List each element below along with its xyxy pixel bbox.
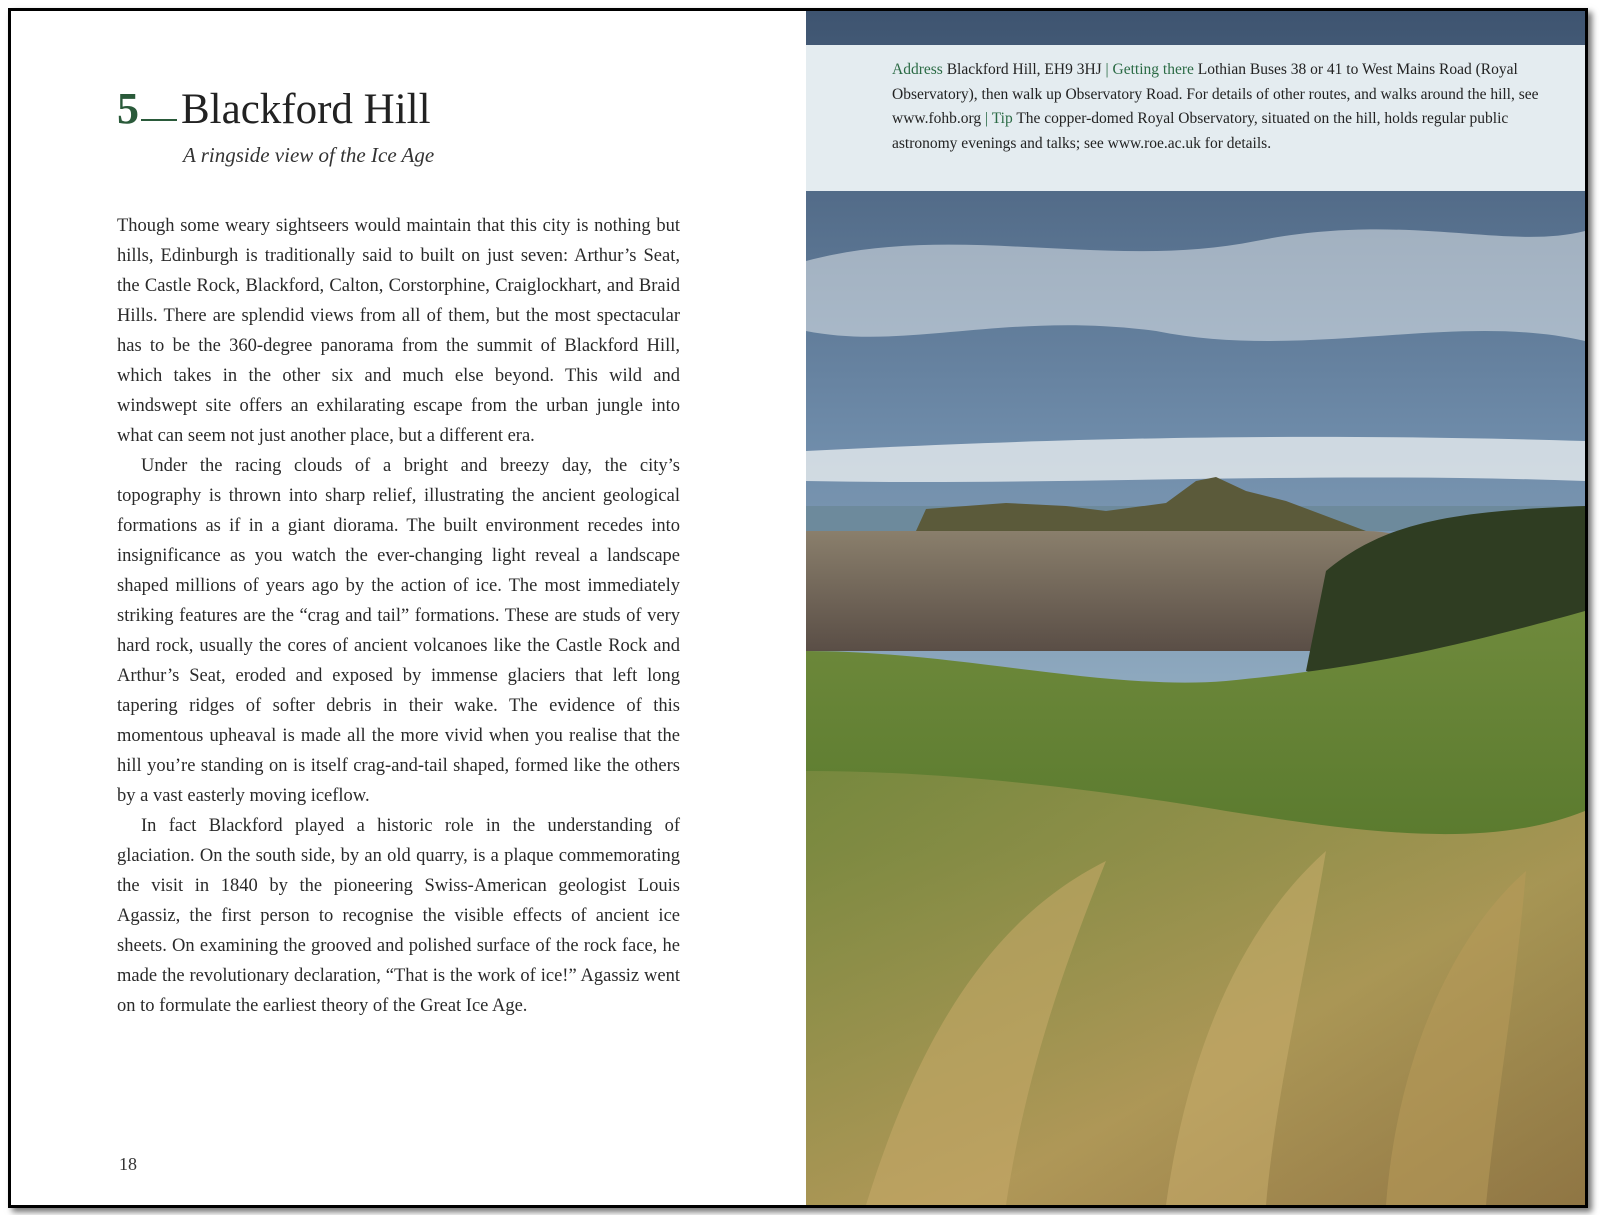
getting-there-value: Lothian Buses 38 or 41 to West Mains Road (Royal Observatory), then walk up Observatory Road. For details of other routes, and walks around the hill, see www.fohb.org [892,61,1539,127]
left-page [11,11,806,1205]
tip-value: The copper-domed Royal Observatory, situated on the hill, holds regular public astronomy evenings and talks; see www.roe.ac.uk for details. [892,110,1509,152]
chapter-number: 5 [117,84,139,133]
page-number: 18 [119,1154,137,1174]
chapter-rule [141,119,177,121]
info-box [806,45,1585,191]
separator: | [985,110,989,127]
paragraph-2: Under the racing clouds of a bright and breezy day, the city’s topography is thrown into sharp relief, illustrating the ancient geological formations as if in a giant diorama. The built environment recedes into insignificance as you watch the ever-changing light reveal a landscape shaped millions of years ago by the action of ice. The most immediately striking features are the “crag and tail” formations. These are studs of very hard rock, usually the cores of ancient volcanoes like the Castle Rock and Arthur’s Seat, eroded and exposed by immense glaciers that left long tapering ridges of softer debris in their wake. The evidence of this momentous upheaval is made all the more vivid when you realise that the hill you’re standing on is itself crag-and-tail shaped, formed like the others by a vast easterly moving iceflow. [117,456,680,806]
body-text [117,211,680,1021]
tip-label: Tip [991,110,1013,127]
address-label: Address [892,61,943,78]
separator: | [1105,61,1109,78]
getting-there-label: Getting there [1112,61,1194,78]
chapter-heading [117,83,431,134]
address-value: Blackford Hill, EH9 3HJ [946,61,1102,78]
paragraph-1: Though some weary sightseers would maintain that this city is nothing but hills, Edinburgh is traditionally said to built on just seven: Arthur’s Seat, the Castle Rock, Blackford, Calton, Corstorphine, Craiglockhart, and Braid Hills. There are splendid views from all of them, but the most spectacular has to be the 360-degree panorama from the summit of Blackford Hill, which takes in the other six and much else beyond. This wild and windswept site offers an exhilarating escape from the urban jungle into what can seem not just another place, but a different era. [117,216,680,446]
paragraph-3: In fact Blackford played a historic role in the understanding of glaciation. On the south side, by an old quarry, is a plaque commemorating the visit in 1840 by the pioneering Swiss-American geologist Louis Agassiz, the first person to recognise the visible effects of ancient ice sheets. On examining the grooved and polished surface of the rock face, he made the revolutionary declaration, “That is the work of ice!” Agassiz went on to formulate the earliest theory of the Great Ice Age. [117,816,680,1016]
chapter-title: Blackford Hill [181,86,431,133]
book-spread [8,8,1588,1208]
right-page [806,11,1585,1205]
chapter-subtitle: A ringside view of the Ice Age [183,143,435,167]
